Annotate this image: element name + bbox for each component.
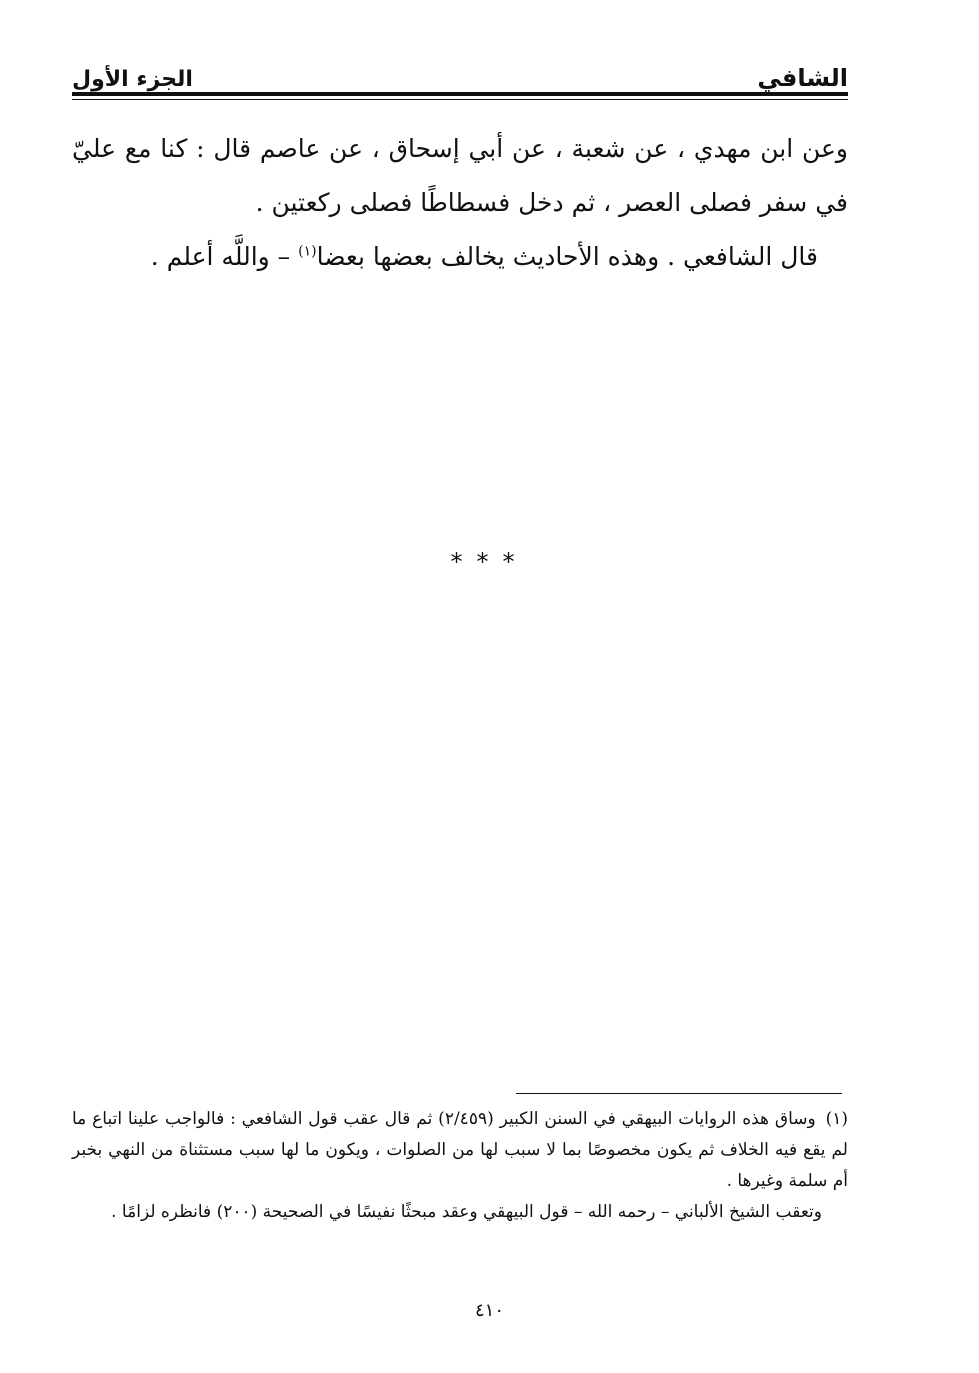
paragraph-2 <box>72 230 848 284</box>
header-rule-thick <box>72 92 848 96</box>
footnote-divider <box>516 1093 842 1094</box>
footnote-1-text: وساق هذه الروايات البيهقي في السنن الكبير (٢/٤٥٩) ثم قال عقب قول الشافعي : فالواجب علينا اتباع ما لم يقع فيه الخلاف ثم يكون مخصوصًا بما لا سبب لها من الصلوات ، ويكون ما لها سبب مستثناة من النهي بخبر أم سلمة وغيرها . <box>72 1109 848 1191</box>
footnotes <box>72 1104 848 1228</box>
paragraph-2-closing: – واللَّه أعلم . <box>150 242 299 271</box>
footnote-1 <box>72 1104 848 1197</box>
running-header <box>72 50 848 92</box>
header-rule-thin <box>72 99 848 100</box>
paragraph-1: وعن ابن مهدي ، عن شعبة ، عن أبي إسحاق ، عن عاصم قال : كنا مع عليّ في سفر فصلى العصر ، ثم دخل فسطاطًا فصلى ركعتين . <box>72 134 848 217</box>
section-separator: *** <box>450 548 529 576</box>
header-book-title: الشافي <box>757 64 848 92</box>
footnote-1-number: (١) <box>825 1109 849 1129</box>
footnote-1-continuation: وتعقب الشيخ الألباني – رحمه الله – قول البيهقي وعقد مبحثًا نفيسًا في الصحيحة (٢٠٠) فانظره لزامًا . <box>111 1202 822 1222</box>
footnote-reference: (١) <box>298 243 317 260</box>
page-number: ٤١٠ <box>474 1300 504 1321</box>
paragraph-2-text: قال الشافعي . وهذه الأحاديث يخالف بعضها بعضا <box>316 242 818 271</box>
main-text <box>72 122 848 284</box>
header-part-label: الجزء الأول <box>72 67 193 92</box>
